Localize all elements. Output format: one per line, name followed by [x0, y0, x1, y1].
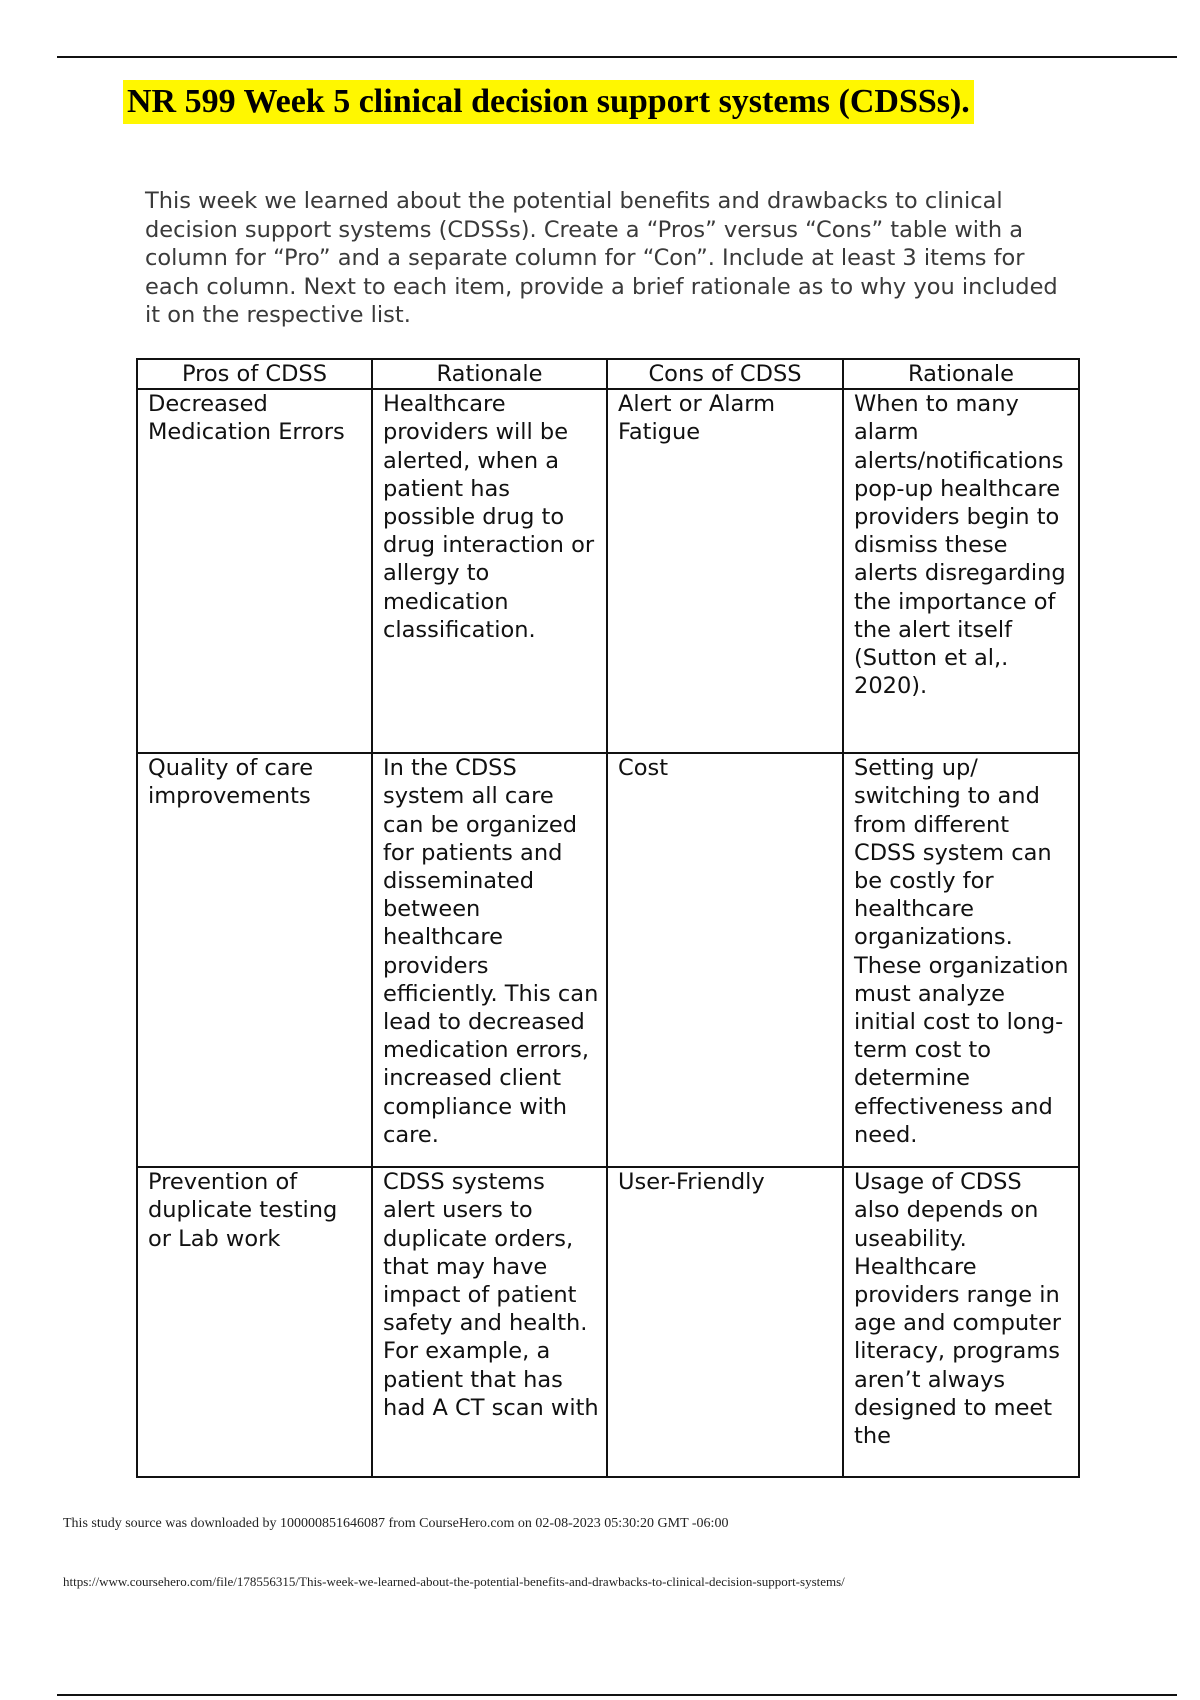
pro-rationale-cell: Healthcare providers will be alerted, when a patient has possible drug to drug interaction or allergy to medication classification.: [372, 389, 607, 753]
pros-cons-table: [136, 358, 1080, 1478]
header-cons: Cons of CDSS: [607, 359, 843, 389]
table-row: [137, 389, 1079, 753]
table-header-row: [137, 359, 1079, 389]
con-cell: Alert or Alarm Fatigue: [607, 389, 843, 753]
assignment-instructions: This week we learned about the potential benefits and drawbacks to clinical decision support systems (CDSSs). Create a “Pros” versus “Cons” table with a column for “Pro” and a separate column for “Con”. Include at least 3 items for each column. Next to each item, provide a brief rationale as to why you included it on the respective list.: [145, 188, 1058, 328]
table-row: [137, 1167, 1079, 1477]
bottom-divider: [57, 1694, 1177, 1696]
document-title: NR 599 Week 5 clinical decision support systems (CDSSs).: [123, 80, 974, 124]
download-source-note: This study source was downloaded by 100000851646087 from CourseHero.com on 02-08-2023 05:30:20 GMT -06:00: [63, 1516, 729, 1531]
pro-rationale-cell: In the CDSS system all care can be organized for patients and disseminated between healthcare providers efficiently. This can lead to decreased medication errors, increased client compliance with care.: [372, 753, 607, 1167]
table-row: [137, 753, 1079, 1167]
pro-rationale-cell: CDSS systems alert users to duplicate orders, that may have impact of patient safety and health. For example, a patient that has had A CT scan with: [372, 1167, 607, 1477]
con-rationale-cell: When to many alarm alerts/notifications pop-up healthcare providers begin to dismiss these alerts disregarding the importance of the alert itself (Sutton et al,. 2020).: [843, 389, 1079, 753]
pro-cell: Quality of care improvements: [137, 753, 372, 1167]
pro-cell: Decreased Medication Errors: [137, 389, 372, 753]
con-rationale-cell: Setting up/ switching to and from different CDSS system can be costly for healthcare organizations. These organization must analyze initial cost to long-term cost to determine effectiveness and need.: [843, 753, 1079, 1167]
con-rationale-cell: Usage of CDSS also depends on useability. Healthcare providers range in age and computer literacy, programs aren’t always designed to meet the: [843, 1167, 1079, 1477]
header-con-rationale: Rationale: [843, 359, 1079, 389]
con-cell: Cost: [607, 753, 843, 1167]
header-pros: Pros of CDSS: [137, 359, 372, 389]
header-pro-rationale: Rationale: [372, 359, 607, 389]
source-url: https://www.coursehero.com/file/178556315/This-week-we-learned-about-the-potential-benefits-and-drawbacks-to-clinical-decision-support-systems/: [63, 1574, 845, 1589]
con-cell: User-Friendly: [607, 1167, 843, 1477]
pro-cell: Prevention of duplicate testing or Lab work: [137, 1167, 372, 1477]
top-divider: [57, 56, 1177, 58]
